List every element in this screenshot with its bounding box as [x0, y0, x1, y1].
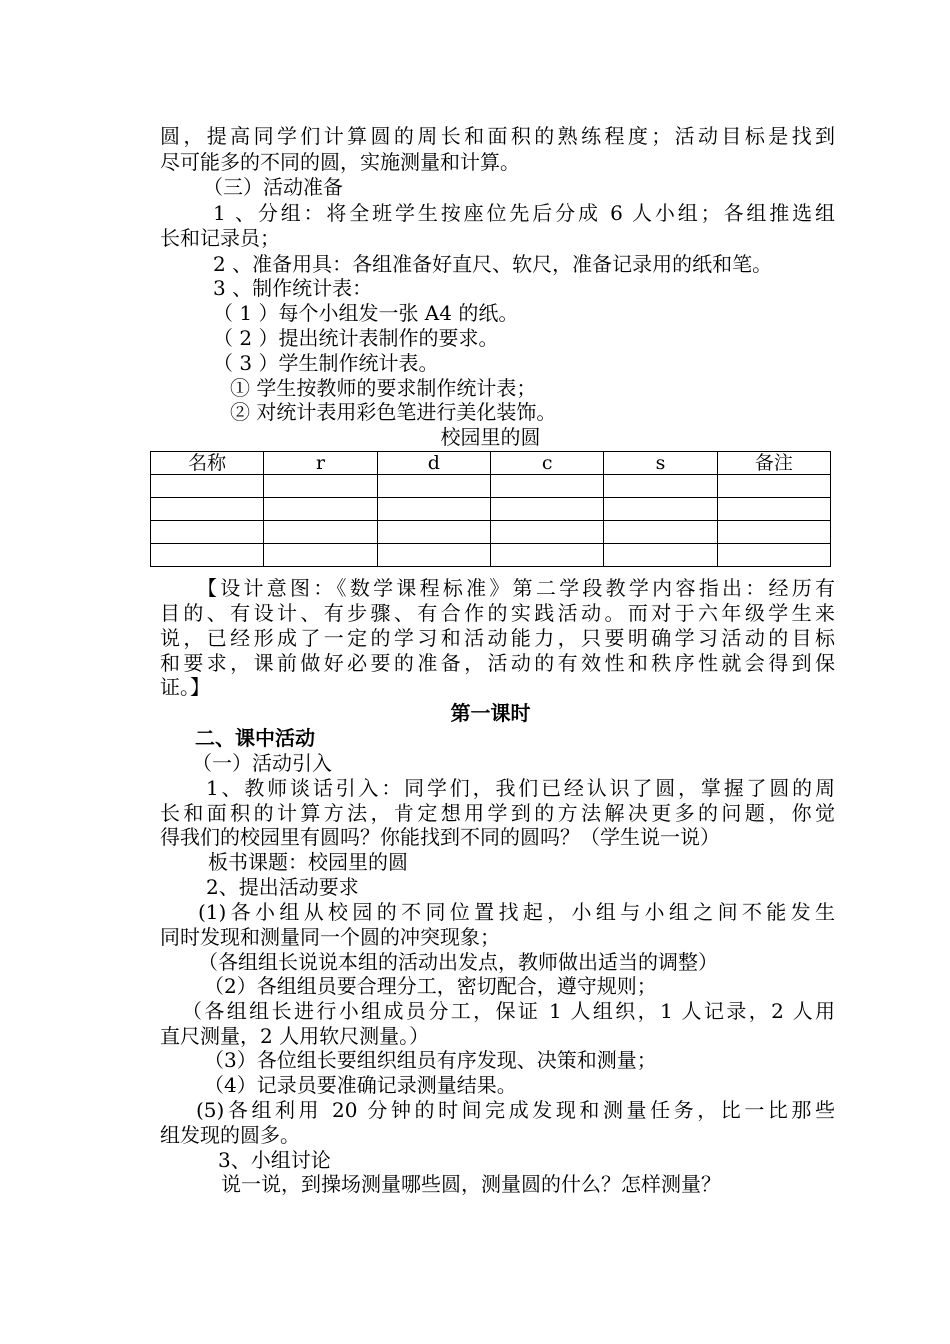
- table-header-cell: r: [264, 452, 377, 475]
- intro-line-1: 圆，提高同学们计算圆的周长和面积的熟练程度；活动目标是找到: [160, 124, 835, 148]
- table-cell: [377, 521, 490, 544]
- table-cell: [717, 498, 830, 521]
- requirement-1-note: （各组组长说说本组的活动出发点，教师做出适当的调整）: [198, 950, 718, 974]
- requirement-2: （2）各组组员要合理分工，密切配合，遵守规则；: [204, 974, 657, 998]
- requirement-1a: (1)各小组从校园的不同位置找起，小组与小组之间不能发生: [198, 900, 835, 924]
- table-cell: [490, 498, 603, 521]
- requirement-2-note-a: （各组组长进行小组成员分工，保证 1 人组织，1 人记录，2 人用: [182, 999, 835, 1023]
- requirement-4: （4）记录员要准确记录测量结果。: [204, 1073, 517, 1097]
- section-heading: 二、课中活动: [195, 726, 315, 750]
- table-cell: [377, 475, 490, 498]
- design-line-5: 证。】: [160, 675, 210, 699]
- design-line-3: 说，已经形成了一定的学习和活动能力，只要明确学习活动的目标: [160, 626, 835, 650]
- table-row: [151, 544, 831, 567]
- table-cell: [717, 544, 830, 567]
- table-cell: [717, 521, 830, 544]
- record-table: [150, 451, 831, 567]
- table-cell: [490, 475, 603, 498]
- prep-circle-1: ① 学生按教师的要求制作统计表；: [230, 376, 537, 400]
- table-header-cell: 备注: [717, 452, 830, 475]
- table-cell: [264, 498, 377, 521]
- table-cell: [264, 475, 377, 498]
- lesson-title: 第一课时: [450, 701, 531, 725]
- table-cell: [604, 544, 717, 567]
- table-header-cell: c: [490, 452, 603, 475]
- intro-para-c: 得我们的校园里有圆吗？你能找到不同的圆吗？（学生说一说）: [160, 825, 720, 849]
- prep-item-1a: 1 、分组：将全班学生按座位先后分成 6 人小组；各组推选组: [213, 201, 835, 225]
- requirement-3: （3）各位组长要组织组员有序发现、决策和测量；: [204, 1048, 657, 1072]
- design-line-4: 和要求，课前做好必要的准备，活动的有效性和秩序性就会得到保: [160, 651, 835, 675]
- table-row: [151, 521, 831, 544]
- prep-sub-3: （ 3 ）学生制作统计表。: [213, 351, 439, 375]
- table-caption: 校园里的圆: [440, 425, 541, 449]
- requirement-2-note-b: 直尺测量，2 人用软尺测量。）: [160, 1024, 430, 1048]
- table-cell: [717, 475, 830, 498]
- prep-sub-2: （ 2 ）提出统计表制作的要求。: [213, 326, 499, 350]
- prep-item-2: 2 、准备用具：各组准备好直尺、软尺，准备记录用的纸和笔。: [213, 252, 773, 276]
- table-cell: [151, 521, 264, 544]
- discussion-text: 说一说，到操场测量哪些圆，测量圆的什么？怎样测量？: [221, 1172, 721, 1196]
- intro-line-2: 尽可能多的不同的圆，实施测量和计算。: [160, 150, 520, 174]
- prep-circle-2: ② 对统计表用彩色笔进行美化装饰。: [230, 400, 557, 424]
- intro-para-b: 长和面积的计算方法，肯定想用学到的方法解决更多的问题，你觉: [160, 801, 835, 825]
- design-line-2: 目的、有设计、有步骤、有合作的实践活动。而对于六年级学生来: [160, 601, 835, 625]
- table-header-cell: d: [377, 452, 490, 475]
- table-cell: [377, 544, 490, 567]
- board-title: 板书课题：校园里的圆: [208, 850, 408, 874]
- discussion-heading: 3、小组讨论: [218, 1148, 331, 1172]
- design-line-1: 【设计意图：《数学课程标准》第二学段教学内容指出：经历有: [197, 576, 835, 600]
- table-cell: [151, 475, 264, 498]
- table-cell: [264, 521, 377, 544]
- table-row: [151, 498, 831, 521]
- table-header-cell: 名称: [151, 452, 264, 475]
- requirement-5b: 组发现的圆多。: [160, 1123, 300, 1147]
- table-cell: [604, 498, 717, 521]
- table-cell: [377, 498, 490, 521]
- table-cell: [264, 544, 377, 567]
- table-cell: [490, 544, 603, 567]
- table-header-cell: s: [604, 452, 717, 475]
- table-cell: [604, 521, 717, 544]
- requirement-5a: (5)各组利用 20 分钟的时间完成发现和测量任务，比一比那些: [196, 1098, 835, 1122]
- table-cell: [151, 544, 264, 567]
- requirements-heading: 2、提出活动要求: [206, 875, 359, 899]
- table-cell: [490, 521, 603, 544]
- prep-heading: （三）活动准备: [203, 175, 343, 199]
- table-cell: [604, 475, 717, 498]
- table-header-row: [151, 452, 831, 475]
- prep-item-3: 3 、制作统计表：: [213, 276, 373, 300]
- prep-sub-1: （ 1 ）每个小组发一张 A4 的纸。: [213, 301, 519, 325]
- requirement-1b: 同时发现和测量同一个圆的冲突现象；: [160, 925, 500, 949]
- table-cell: [151, 498, 264, 521]
- intro-para-a: 1、教师谈话引入：同学们，我们已经认识了圆，掌握了圆的周: [206, 776, 835, 800]
- table-row: [151, 475, 831, 498]
- sub-heading: （一）活动引入: [192, 751, 332, 775]
- prep-item-1b: 长和记录员；: [160, 226, 280, 250]
